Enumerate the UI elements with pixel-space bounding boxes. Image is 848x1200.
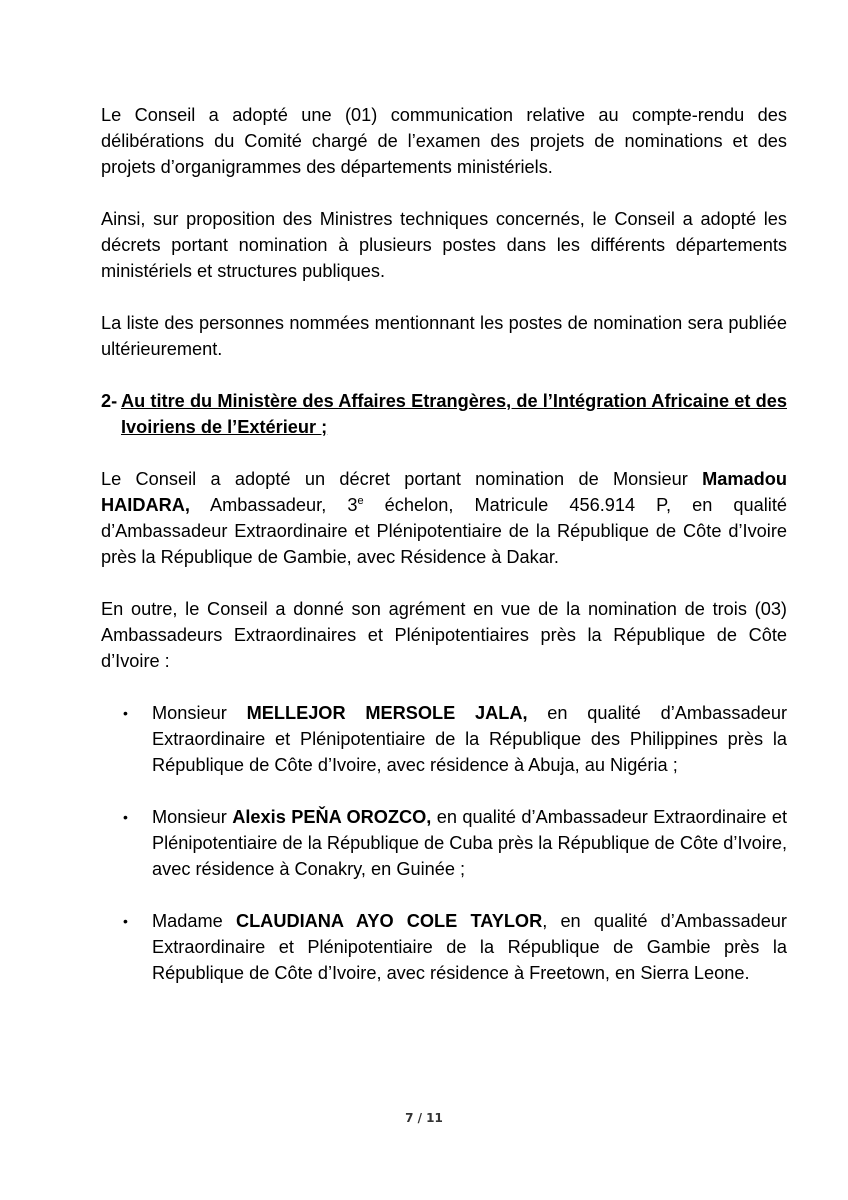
paragraph-communication: Le Conseil a adopté une (01) communication relative au compte-rendu des délibérations du Comité chargé de l’examen des projets de nominations et des projets d’organigrammes des départements ministériels. — [101, 105, 787, 177]
section-heading — [101, 388, 787, 440]
bullet-icon: • — [123, 705, 128, 721]
paragraph-liste: La liste des personnes nommées mentionnant les postes de nomination sera publiée ultérieurement. — [101, 313, 787, 359]
paragraph-agrement: En outre, le Conseil a donné son agrément en vue de la nomination de trois (03) Ambassadeurs Extraordinaires et Plénipotentiaires près la République de Côte d’Ivoire : — [101, 599, 787, 671]
section-number: 2- — [101, 391, 118, 411]
list-item — [101, 804, 787, 882]
ambassador-name: MELLEJOR MERSOLE JALA, — [246, 703, 528, 723]
ambassador-title: Monsieur — [152, 807, 233, 827]
paragraph-decrets: Ainsi, sur proposition des Ministres techniques concernés, le Conseil a adopté les décrets portant nomination à plusieurs postes dans les différents départements ministériels et structures publiques. — [101, 209, 787, 281]
document-body — [101, 102, 787, 986]
paragraph-decree — [101, 466, 787, 570]
list-item — [101, 700, 787, 778]
ambassador-details: en qualité d’Ambassadeur Extraordinaire et Plénipotentiaire de la République de Cuba près la République de Côte d’Ivoire, avec résidence à Conakry, en Guinée ; — [152, 807, 787, 879]
decree-rank: Ambassadeur, 3 — [189, 495, 358, 515]
ambassador-list — [101, 700, 787, 986]
bullet-icon: • — [123, 913, 128, 929]
page-number: 7 / 11 — [405, 1111, 443, 1125]
ambassador-details: en qualité d’Ambassadeur Extraordinaire et Plénipotentiaire de la République des Philippines près la République de Côte d’Ivoire, avec résidence à Abuja, au Nigéria ; — [152, 703, 787, 775]
decree-intro: Le Conseil a adopté un décret portant nomination de Monsieur — [101, 469, 703, 489]
ambassador-name: CLAUDIANA AYO COLE TAYLOR — [235, 911, 543, 931]
ambassador-title: Monsieur — [152, 703, 247, 723]
ambassador-title: Madame — [152, 911, 236, 931]
ambassador-details: , en qualité d’Ambassadeur Extraordinaire et Plénipotentiaire de la République de Gambie près la République de Côte d’Ivoire, avec résidence à Freetown, en Sierra Leone. — [152, 911, 787, 983]
bullet-icon: • — [123, 809, 128, 825]
decree-details: échelon, Matricule 456.914 P, en qualité d’Ambassadeur Extraordinaire et Plénipotentiaire de la République de Côte d’Ivoire près la République de Gambie, avec Résidence à Dakar. — [101, 495, 787, 567]
ambassador-name: Alexis PEŇA OROZCO, — [232, 807, 432, 827]
decree-rank-superscript: e — [357, 495, 364, 507]
section-title: Au titre du Ministère des Affaires Etrangères, de l’Intégration Africaine et des Ivoiriens de l’Extérieur ; — [121, 391, 787, 437]
list-item — [101, 908, 787, 986]
decree-person-name: Mamadou HAIDARA, — [101, 469, 787, 515]
